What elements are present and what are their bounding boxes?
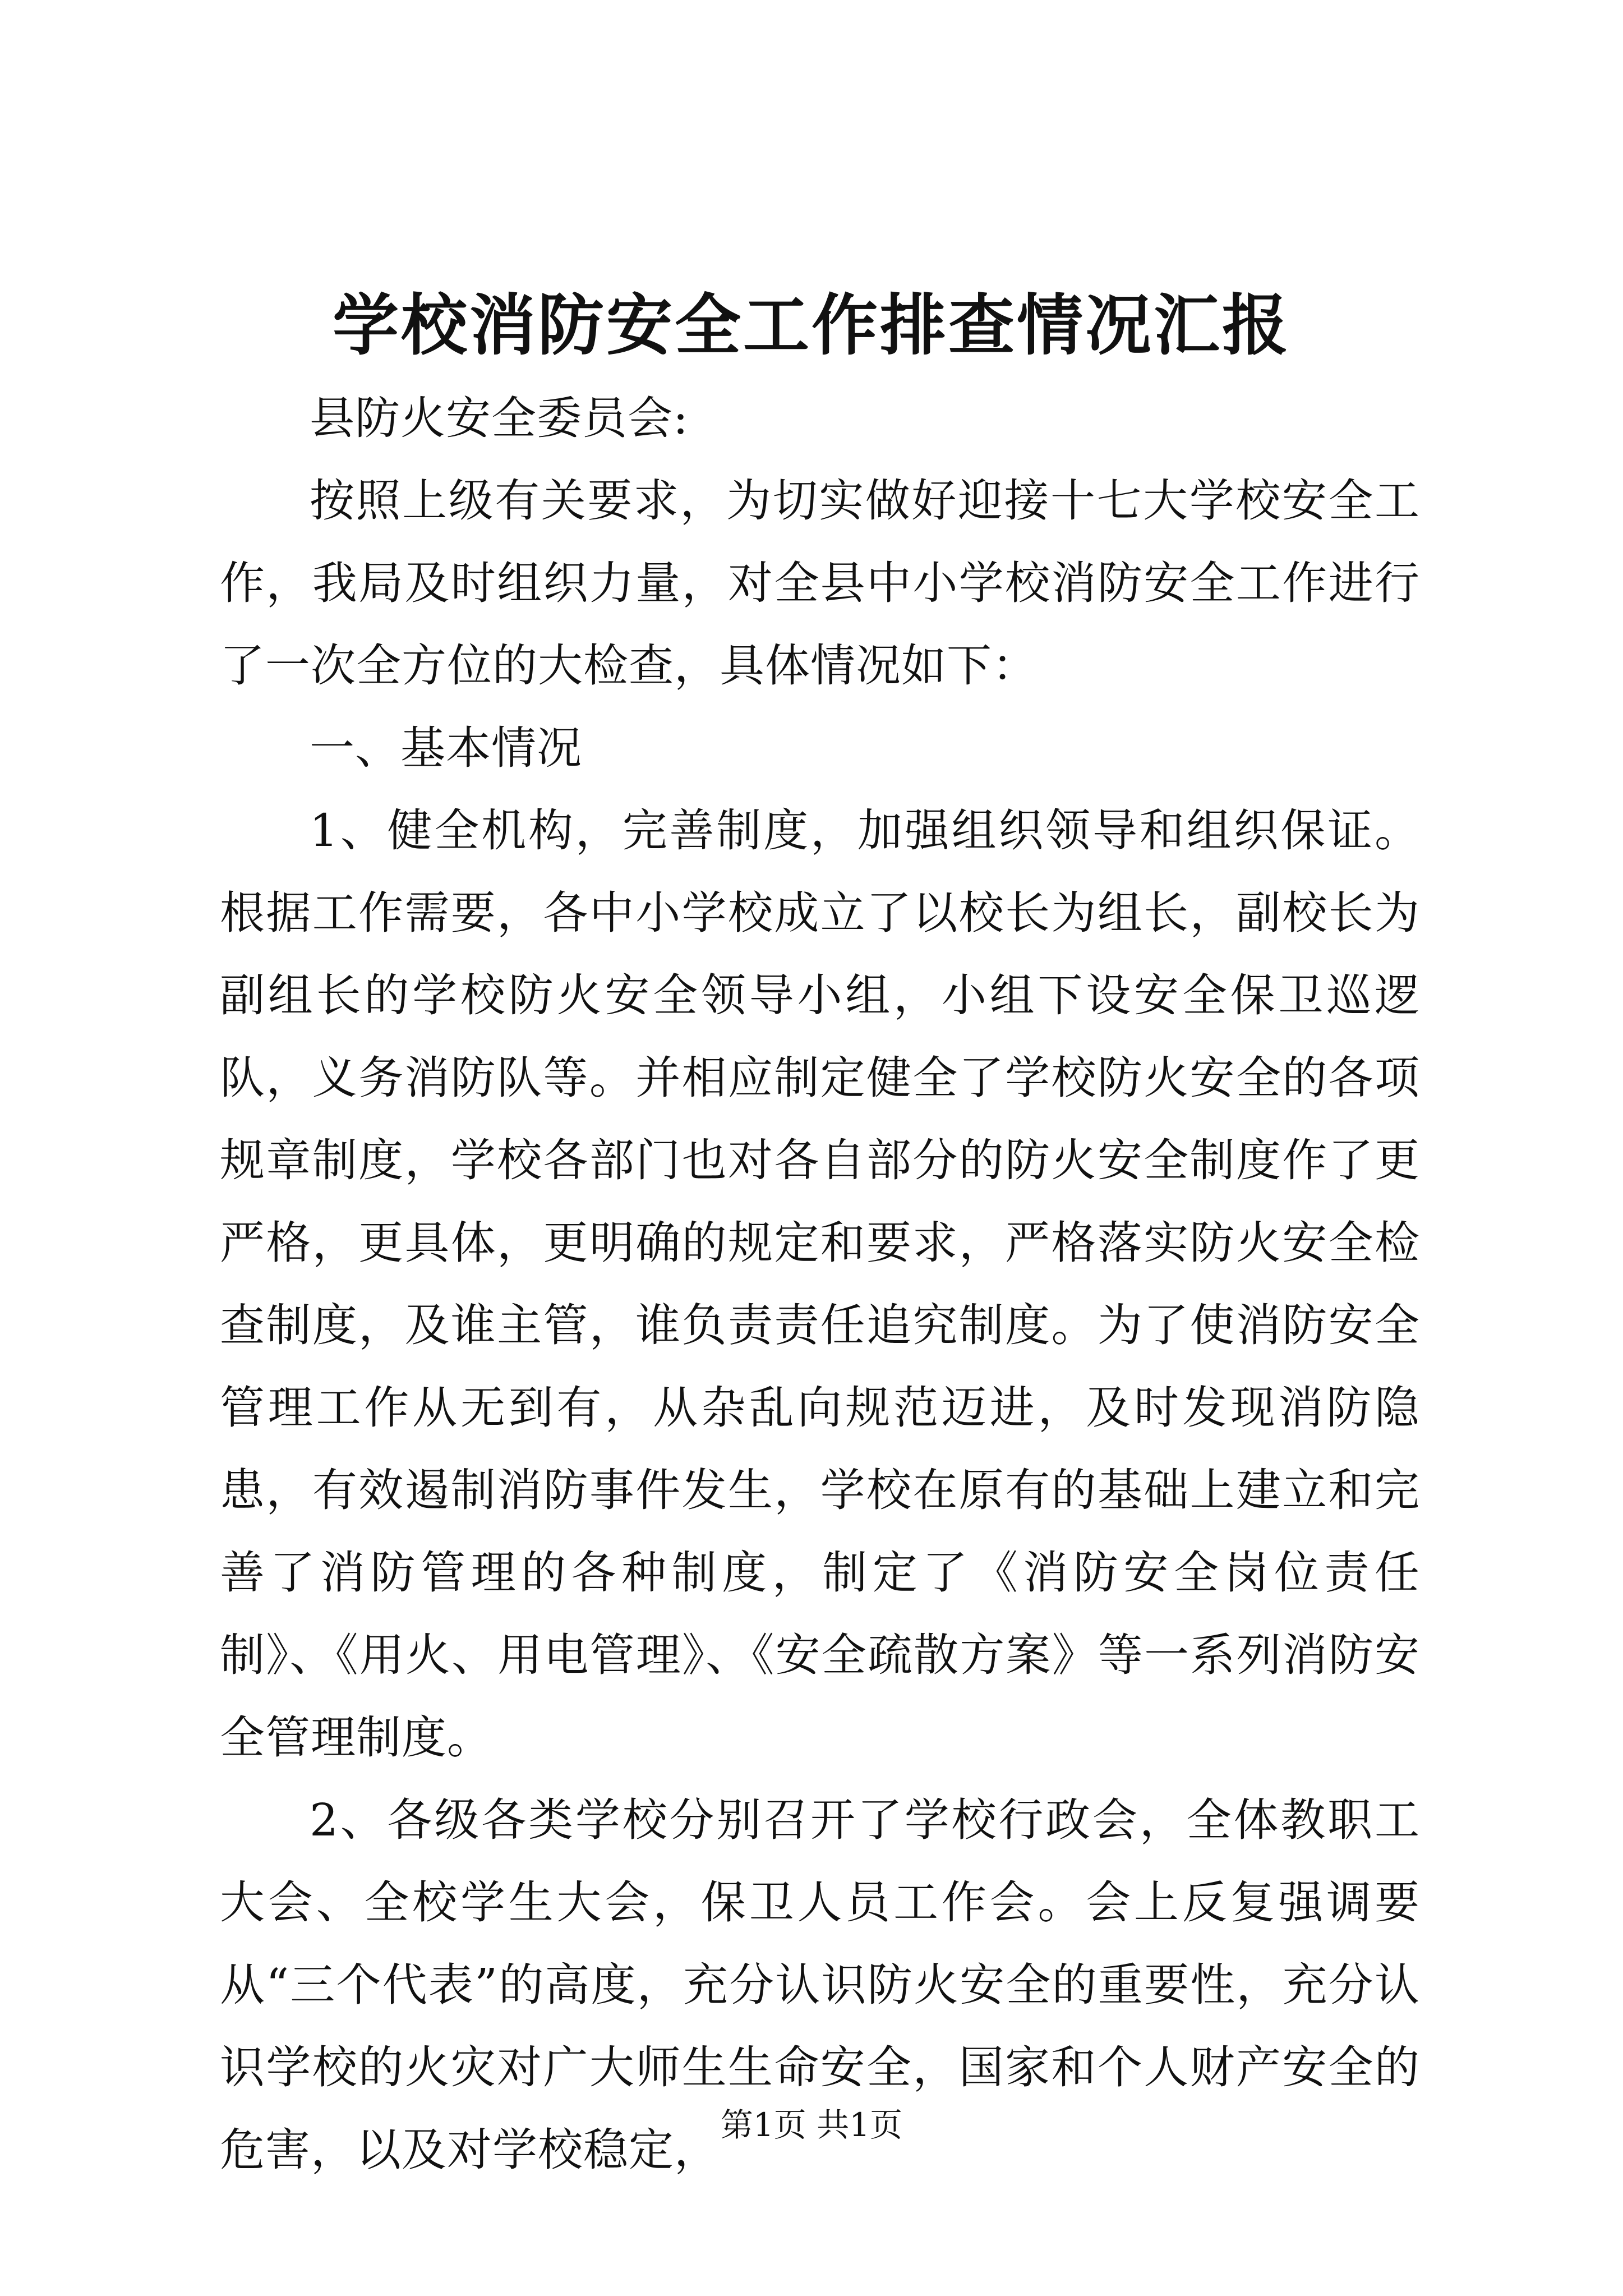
section-heading: 一、基本情况 (310, 722, 582, 774)
body-paragraph-2: 2、各级各类学校分别召开了学校行政会，全体教职工大会、全校学生大会，保卫人员工作会。会上反复强调要从“三个代表”的高度，充分认识防火安全的重要性，充分认识学校的火灾对广大师生生命安全，国家和个人财产安全的危害，以及对学校稳定， (220, 1794, 1420, 2176)
document-body (220, 377, 1420, 2191)
intro-paragraph: 按照上级有关要求，为切实做好迎接十七大学校安全工作，我局及时组织力量，对全县中小学校消防安全工作进行了一次全方位的大检查，具体情况如下： (220, 475, 1420, 692)
document-title: 学校消防安全工作排查情况汇报 (332, 286, 1290, 364)
page-footer: 第1页 共1页 (720, 2106, 903, 2144)
salutation-paragraph: 县防火安全委员会: (310, 392, 689, 444)
body-paragraph-1: 1、健全机构，完善制度，加强组织领导和组织保证。根据工作需要，各中小学校成立了以校长为组长，副校长为副组长的学校防火安全领导小组，小组下设安全保卫巡逻队，义务消防队等。并相应制定健全了学校防火安全的各项规章制度，学校各部门也对各自部分的防火安全制度作了更严格，更具体，更明确的规定和要求，严格落实防火安全检查制度，及谁主管，谁负责责任追究制度。为了使消防安全管理工作从无到有，从杂乱向规范迈进，及时发现消防隐患，有效遏制消防事件发生，学校在原有的基础上建立和完善了消防管理的各种制度，制定了《消防安全岗位责任制》、《用火、用电管理》、《安全疏散方案》等一系列消防安全管理制度。 (220, 804, 1420, 1764)
